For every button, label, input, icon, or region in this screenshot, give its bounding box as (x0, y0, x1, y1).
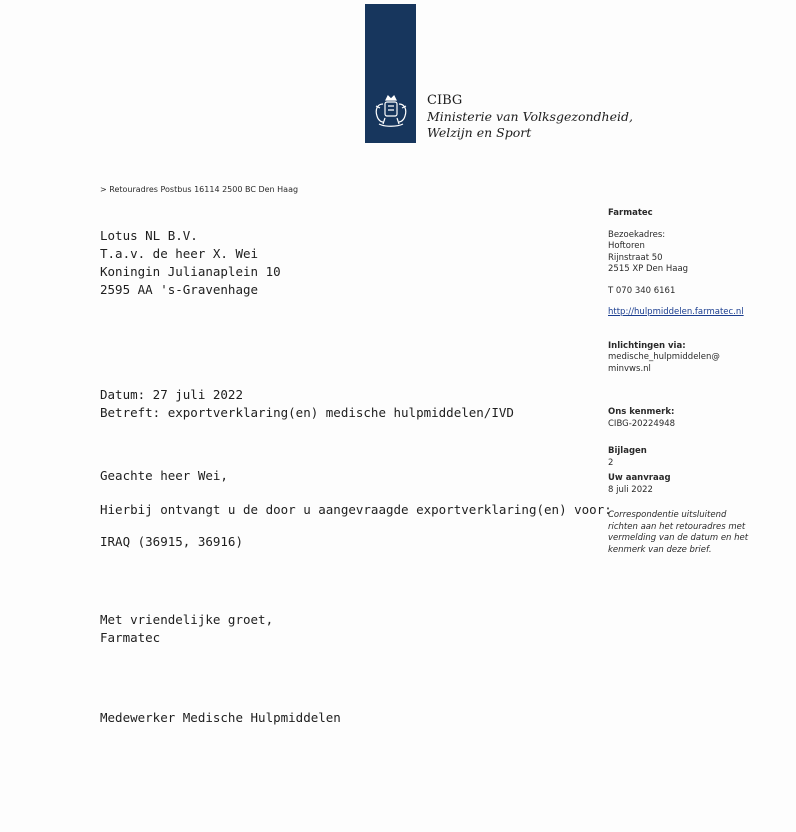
recipient-line: Lotus NL B.V. (100, 228, 198, 243)
export-item: IRAQ (36915, 36916) (100, 534, 243, 549)
request-label: Uw aanvraag (608, 473, 671, 483)
request-value: 8 juli 2022 (608, 484, 653, 495)
attachments-value: 2 (608, 457, 614, 468)
phone: T 070 340 6161 (608, 285, 676, 296)
recipient-line: Koningin Julianaplein 10 (100, 264, 281, 279)
attachments-label: Bijlagen (608, 446, 647, 456)
visit-line: 2515 XP Den Haag (608, 264, 689, 274)
visit-label: Bezoekadres: (608, 229, 666, 240)
crest-icon (371, 92, 411, 132)
sidebar (608, 208, 778, 556)
intro-text: Hierbij ontvangt u de door u aangevraagde exportverklaring(en) voor: (100, 502, 612, 517)
org-block (427, 93, 633, 141)
visit-line: Rijnstraat 50 (608, 252, 663, 263)
salutation: Geachte heer Wei, (100, 468, 228, 483)
reference-value: CIBG-20224948 (608, 418, 676, 429)
ministry-line-2: Welzijn en Sport (427, 125, 532, 140)
note-line: vermelding van de datum en het (608, 533, 749, 543)
org-name: CIBG (427, 93, 463, 108)
recipient-line: 2595 AA 's-Gravenhage (100, 282, 259, 297)
visit-line: Hoftoren (608, 241, 645, 251)
website-link[interactable]: http://hulpmiddelen.farmatec.nl (608, 307, 744, 317)
logo-bar (365, 4, 416, 143)
correspondence-note (608, 510, 778, 556)
ministry-line-1: Ministerie van Volksgezondheid, (427, 109, 633, 124)
reference-label: Ons kenmerk: (608, 407, 675, 417)
signature: Medewerker Medische Hulpmiddelen (100, 710, 341, 725)
info-email-domain: minvws.nl (608, 363, 651, 374)
note-line: richten aan het retouradres met (608, 521, 746, 532)
note-line: Correspondentie uitsluitend (608, 510, 727, 520)
subject-line: Betreft: exportverklaring(en) medische hulpmiddelen/IVD (100, 405, 514, 420)
sender: Farmatec (100, 630, 161, 645)
closing: Met vriendelijke groet, (100, 612, 274, 627)
dept-name: Farmatec (608, 208, 653, 218)
info-email: medische_hulpmiddelen@ (608, 352, 720, 362)
info-label: Inlichtingen via: (608, 340, 686, 351)
date-line: Datum: 27 juli 2022 (100, 387, 243, 402)
recipient-address (100, 227, 281, 299)
note-line: kenmerk van deze brief. (608, 544, 712, 555)
recipient-line: T.a.v. de heer X. Wei (100, 246, 259, 261)
return-address: > Retouradres Postbus 16114 2500 BC Den Haag (100, 185, 299, 194)
